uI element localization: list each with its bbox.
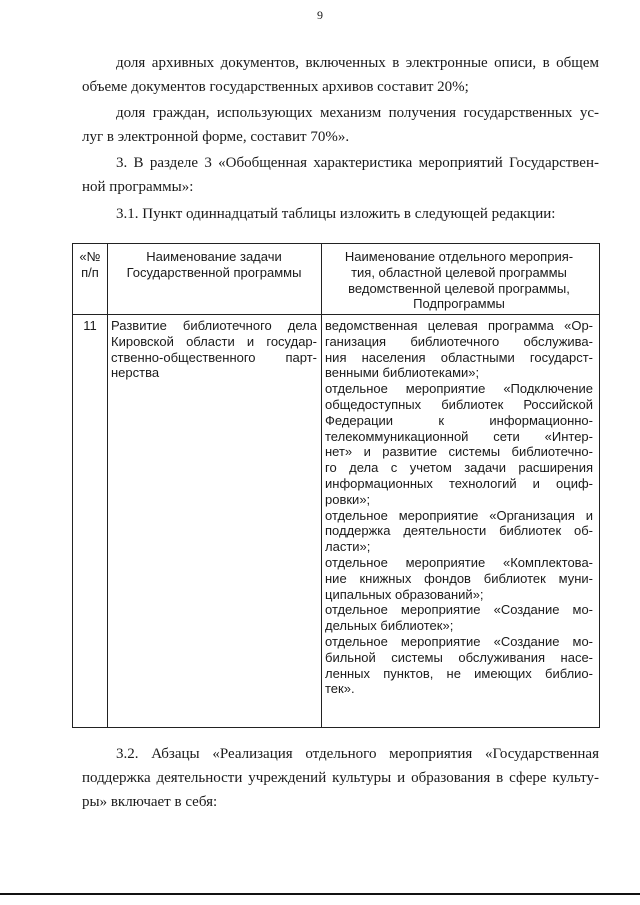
text-line: ласти»; xyxy=(325,539,371,555)
text-line: луг в электронной форме, составит 70%». xyxy=(82,129,350,145)
text-line: отдельное мероприятие «Создание мо- xyxy=(325,633,593,649)
section-3-1-paragraph xyxy=(82,202,599,226)
text-line: объеме документов государственных архивов составит 20%; xyxy=(82,79,469,95)
text-line: телекоммуникационной сети «Интер- xyxy=(325,428,593,444)
text-line: поддержка деятельности учреждений культуры и образования в сфере культу- xyxy=(82,770,599,786)
text-line: 3.2. Абзацы «Реализация отдельного мероприятия «Государственная xyxy=(116,746,599,762)
text-line: ганизация библиотечного обслужива- xyxy=(325,333,593,349)
table-row-divider xyxy=(73,314,599,315)
row-number: 11 xyxy=(83,318,97,333)
text-line: ведомственной целевой программы, xyxy=(348,280,570,296)
intro-paragraph-1 xyxy=(82,51,599,99)
text-line: 3.1. Пункт одиннадцатый таблицы изложить в следующей редакции: xyxy=(116,206,556,222)
text-line: отдельное мероприятие «Создание мо- xyxy=(325,602,593,618)
text-line: ры» включает в себя: xyxy=(82,794,218,810)
text-line: тия, областной целевой программы xyxy=(351,264,567,280)
text-line: Кировской области и государ- xyxy=(111,333,317,349)
page-number: 9 xyxy=(317,8,323,22)
text-line: ленных пунктов, не имеющих библио- xyxy=(325,665,593,681)
text-line: поддержка деятельности библиотек об- xyxy=(325,523,593,539)
text-line: дельных библиотек»; xyxy=(325,618,454,634)
text-line: доля архивных документов, включенных в электронные описи, в общем xyxy=(116,55,599,71)
section-3-2-paragraph xyxy=(82,742,599,814)
text-line: отдельное мероприятие «Организация и xyxy=(325,507,593,523)
header-measure xyxy=(323,249,595,312)
text-line: ной программы»: xyxy=(82,179,194,195)
text-line: тек». xyxy=(325,681,355,697)
text-line: отдельное мероприятие «Подключение xyxy=(325,381,593,397)
text-line: ние книжных фондов библиотек муни- xyxy=(325,570,593,586)
text-line: «№ xyxy=(79,249,101,264)
text-line: доля граждан, использующих механизм получения государственных ус- xyxy=(116,105,599,121)
table-column-divider xyxy=(321,244,322,727)
text-line: нерства xyxy=(111,365,160,381)
text-line: Развитие библиотечного дела xyxy=(111,318,317,333)
text-line: венными библиотеками»; xyxy=(325,365,480,381)
text-line: Государственной программы xyxy=(126,264,302,280)
header-number xyxy=(73,249,107,281)
row-task xyxy=(111,318,317,381)
table-column-divider xyxy=(107,244,108,727)
intro-paragraph-2 xyxy=(82,101,599,149)
section-3-paragraph xyxy=(82,151,599,199)
text-line: Наименование задачи xyxy=(146,249,282,264)
page-bottom-rule xyxy=(0,893,640,895)
text-line: бильной системы обслуживания насе- xyxy=(325,649,593,665)
header-task xyxy=(109,249,319,281)
text-line: ственно-общественного парт- xyxy=(111,349,317,365)
text-line: общедоступных библиотек Российской xyxy=(325,396,593,412)
text-line: информационных технологий и оциф- xyxy=(325,475,593,491)
text-line: ния населения областными государст- xyxy=(325,349,593,365)
measures-table xyxy=(72,243,600,728)
text-line: Наименование отдельного мероприя- xyxy=(344,249,574,264)
text-line: ведомственная целевая программа «Ор- xyxy=(325,318,593,333)
text-line: ровки»; xyxy=(325,491,371,507)
text-line: ципальных образований»; xyxy=(325,586,484,602)
text-line: нет» и развитие системы библиотечно- xyxy=(325,444,593,460)
text-line: го дела с учетом задачи расширения xyxy=(325,460,593,476)
text-line: Федерации к информационно- xyxy=(325,412,593,428)
text-line: Подпрограммы xyxy=(413,296,505,312)
row-measures xyxy=(325,318,593,697)
text-line: отдельное мероприятие «Комплектова- xyxy=(325,554,593,570)
text-line: 3. В разделе 3 «Обобщенная характеристика мероприятий Государствен- xyxy=(116,155,599,171)
text-line: п/п xyxy=(81,264,99,280)
